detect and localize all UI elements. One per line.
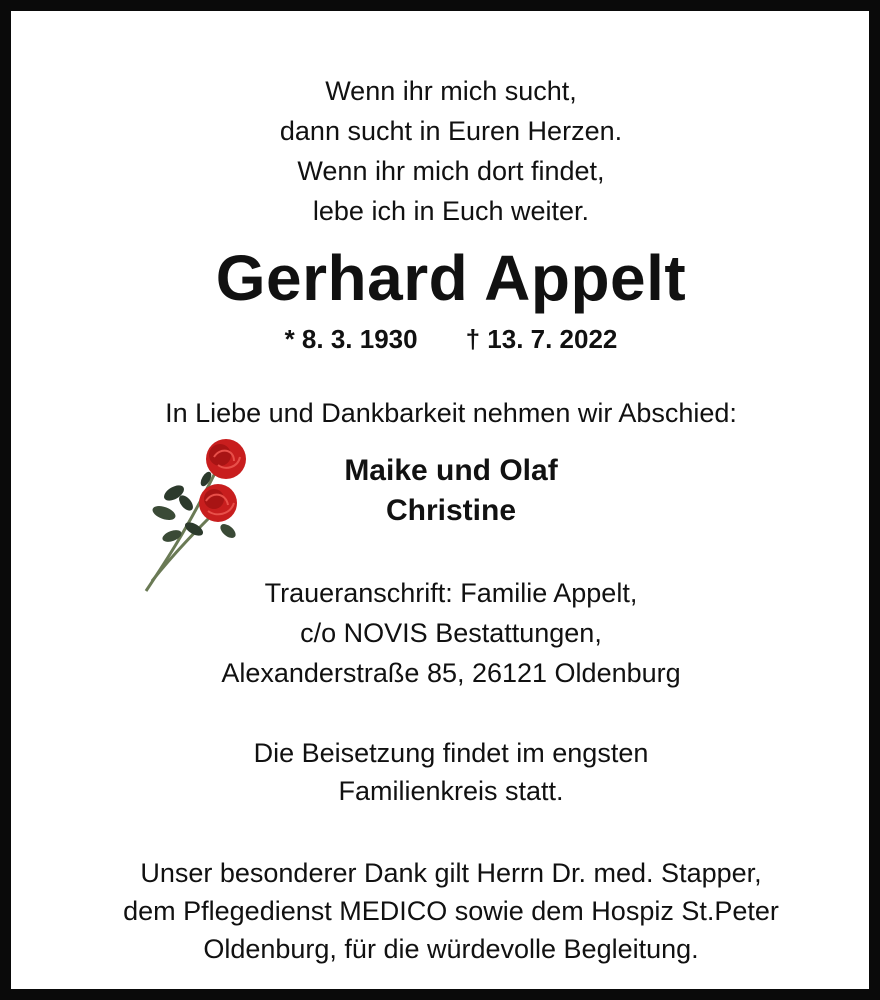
mourners-line: Maike und Olaf xyxy=(344,454,558,487)
address-line: c/o NOVIS Bestattungen, xyxy=(300,618,602,648)
mourners-line: Christine xyxy=(385,494,517,527)
burial-line: Die Beisetzung findet im engsten xyxy=(253,738,649,768)
mourners xyxy=(251,451,651,531)
poem xyxy=(11,71,880,231)
life-dates xyxy=(11,321,880,357)
poem-line: dann sucht in Euren Herzen. xyxy=(279,116,623,146)
poem-line: lebe ich in Euch weiter. xyxy=(312,196,590,226)
death-date: † 13. 7. 2022 xyxy=(465,324,618,354)
address-line: Traueranschrift: Familie Appelt, xyxy=(264,578,638,608)
thanks-line: Unser besonderer Dank gilt Herrn Dr. med. Stapper, xyxy=(140,858,762,888)
thanks-line: Oldenburg, für die würdevolle Begleitung. xyxy=(203,934,699,964)
address-line: Alexanderstraße 85, 26121 Oldenburg xyxy=(221,658,681,688)
deceased-name: Gerhard Appelt xyxy=(215,242,687,314)
thanks-line: dem Pflegedienst MEDICO sowie dem Hospiz St.Peter xyxy=(123,896,779,926)
poem-line: Wenn ihr mich sucht, xyxy=(325,76,577,106)
burial-line: Familienkreis statt. xyxy=(338,776,564,806)
thanks-notice xyxy=(11,854,880,968)
mourning-address xyxy=(11,573,880,693)
burial-notice xyxy=(11,734,880,810)
poem-line: Wenn ihr mich dort findet, xyxy=(297,156,605,186)
birth-date: * 8. 3. 1930 xyxy=(284,324,418,354)
farewell-intro: In Liebe und Dankbarkeit nehmen wir Abschied: xyxy=(165,398,737,428)
